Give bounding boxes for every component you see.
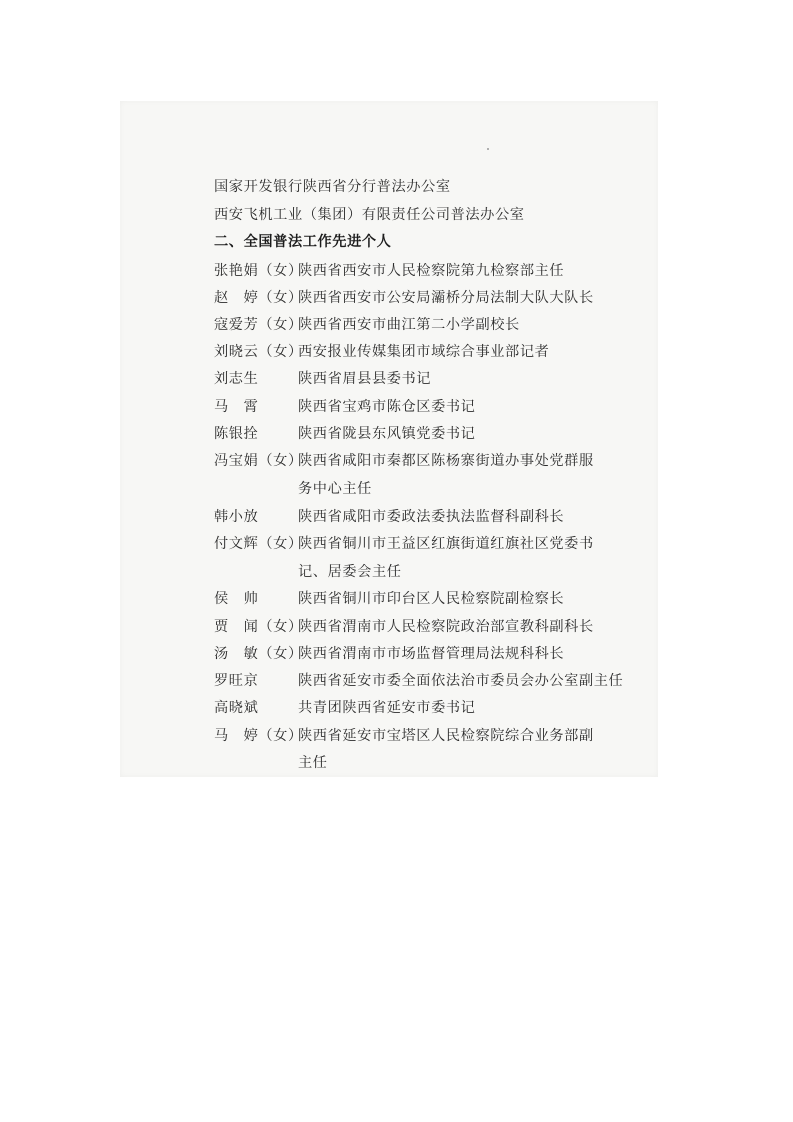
person-duty-continued: 记、居委会主任 — [298, 564, 402, 580]
person-duty: 陕西省咸阳市秦都区陈杨寨街道办事处党群服 — [298, 453, 594, 469]
person-duty: 陕西省铜川市王益区红旗街道红旗社区党委书 — [298, 536, 594, 552]
person-duty: 陕西省延安市宝塔区人民检察院综合业务部副 — [298, 728, 594, 744]
person-duty: 陕西省宝鸡市陈仓区委书记 — [298, 399, 476, 415]
person-name: 马 霄 — [214, 399, 259, 415]
person-duty: 共青团陕西省延安市委书记 — [298, 700, 476, 716]
person-name: 付文辉（女） — [214, 536, 303, 552]
section-heading: 二、全国普法工作先进个人 — [214, 234, 392, 250]
person-name: 侯 帅 — [214, 591, 259, 607]
person-name: 罗旺京 — [214, 673, 259, 689]
person-name: 寇爱芳（女） — [214, 317, 303, 333]
person-duty: 陕西省西安市公安局灞桥分局法制大队大队长 — [298, 290, 594, 306]
person-duty: 陕西省渭南市人民检察院政治部宣教科副科长 — [298, 619, 594, 635]
person-duty-continued: 务中心主任 — [298, 481, 372, 497]
person-name: 马 婷（女） — [214, 728, 303, 744]
person-duty: 陕西省延安市委全面依法治市委员会办公室副主任 — [298, 673, 624, 689]
person-duty: 陕西省咸阳市委政法委执法监督科副科长 — [298, 509, 565, 525]
person-duty: 陕西省西安市曲江第二小学副校长 — [298, 317, 520, 333]
scan-speck — [487, 148, 489, 150]
person-name: 陈银拴 — [214, 426, 259, 442]
person-name: 张艳娟（女） — [214, 263, 303, 279]
organization-line: 西安飞机工业（集团）有限责任公司普法办公室 — [214, 207, 525, 223]
organization-line: 国家开发银行陕西省分行普法办公室 — [214, 179, 451, 195]
person-name: 刘志生 — [214, 371, 259, 387]
person-name: 汤 敏（女） — [214, 646, 303, 662]
person-duty: 西安报业传媒集团市域综合事业部记者 — [298, 344, 550, 360]
person-name: 高晓斌 — [214, 700, 259, 716]
person-name: 贾 闻（女） — [214, 619, 303, 635]
person-name: 赵 婷（女） — [214, 290, 303, 306]
person-duty: 陕西省铜川市印台区人民检察院副检察长 — [298, 591, 565, 607]
person-duty: 陕西省眉县县委书记 — [298, 371, 432, 387]
person-name: 韩小放 — [214, 509, 259, 525]
person-duty: 陕西省渭南市市场监督管理局法规科科长 — [298, 646, 565, 662]
person-duty: 陕西省陇县东风镇党委书记 — [298, 426, 476, 442]
person-duty: 陕西省西安市人民检察院第九检察部主任 — [298, 263, 565, 279]
person-name: 冯宝娟（女） — [214, 453, 303, 469]
person-name: 刘晓云（女） — [214, 344, 303, 360]
person-duty-continued: 主任 — [298, 755, 328, 771]
